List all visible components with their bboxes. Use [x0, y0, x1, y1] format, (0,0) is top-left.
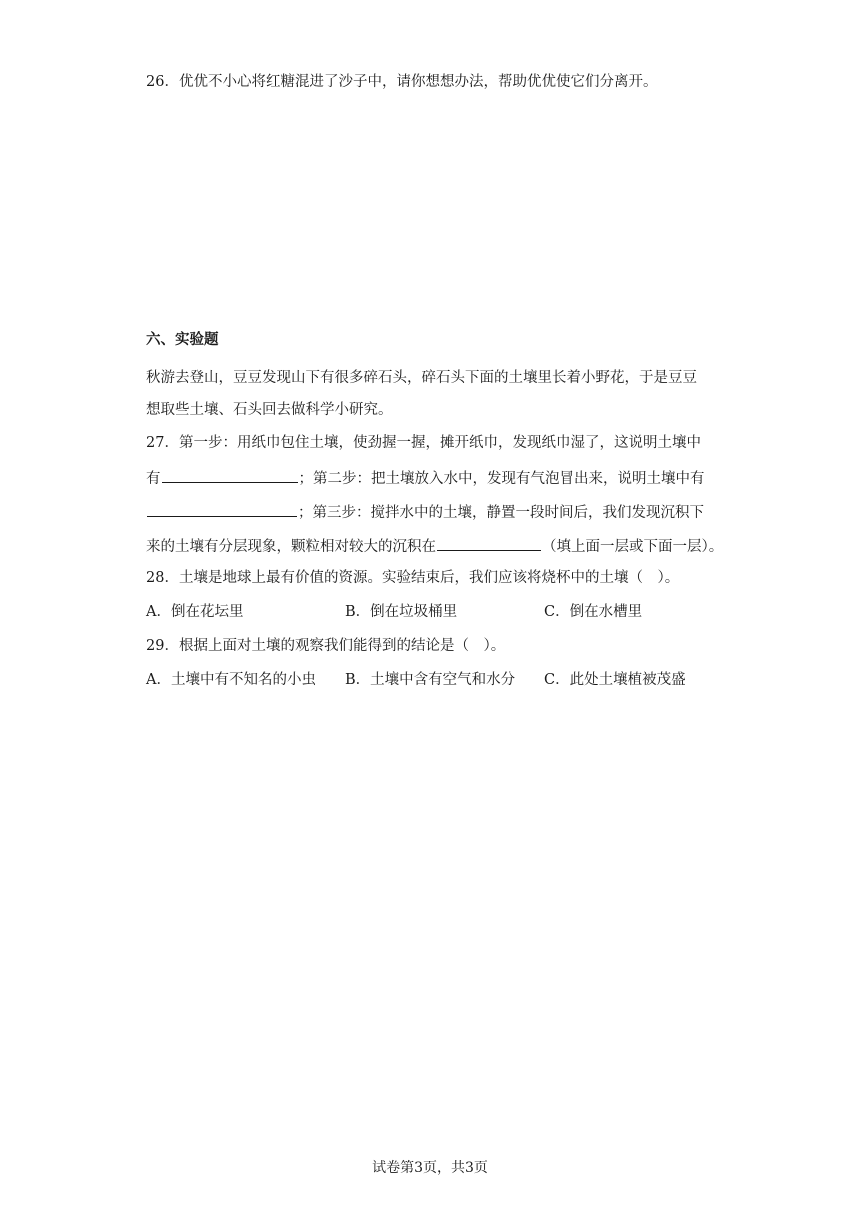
q29-stem: 29．根据上面对土壤的观察我们能得到的结论是（ ）。: [146, 638, 506, 654]
q26-text: 26．优优不小心将红糖混进了沙子中，请你想想办法，帮助优优使它们分离开。: [146, 74, 658, 90]
q28-option-a[interactable]: A．倒在花坛里: [146, 604, 244, 620]
answer-blank-2[interactable]: [147, 501, 297, 517]
q29-option-a[interactable]: A．土壤中有不知名的小虫: [146, 672, 316, 688]
answer-blank-1[interactable]: [162, 467, 298, 483]
section-intro-line-1: 秋游去登山，豆豆发现山下有很多碎石头，碎石头下面的土壤里长着小野花，于是豆豆: [146, 370, 697, 386]
q27-line-4: [146, 535, 723, 557]
section-heading: 六、实验题: [146, 332, 219, 348]
q28-option-b[interactable]: B．倒在垃圾桶里: [345, 604, 458, 620]
q27-line-2: [146, 467, 705, 489]
q27-line-4-text-b: （填上面一层或下面一层）。: [542, 539, 724, 555]
q27-line-2-text-b: ；第二步：把土壤放入水中，发现有气泡冒出来，说明土壤中有: [298, 471, 705, 487]
q27-line-4-text-a: 来的土壤有分层现象，颗粒相对较大的沉积在: [146, 539, 436, 555]
q28-option-c[interactable]: C．倒在水槽里: [544, 604, 643, 620]
q29-option-c[interactable]: C．此处土壤植被茂盛: [544, 672, 686, 688]
q29-option-b[interactable]: B．土壤中含有空气和水分: [345, 672, 516, 688]
q27-line-2-text-a: 有: [146, 471, 161, 487]
q27-line-1: 27．第一步：用纸巾包住土壤，使劲握一握，摊开纸巾，发现纸巾湿了，这说明土壤中: [146, 435, 701, 451]
q27-line-3: [146, 501, 704, 523]
page-footer: 试卷第3页，共3页: [372, 1160, 488, 1176]
q27-line-3-text-b: ；第三步：搅拌水中的土壤，静置一段时间后，我们发现沉积下: [298, 505, 704, 521]
answer-blank-3[interactable]: [437, 535, 541, 551]
q28-stem: 28．土壤是地球上最有价值的资源。实验结束后，我们应该将烧杯中的土壤（ ）。: [146, 570, 680, 586]
section-intro-line-2: 想取些土壤、石头回去做科学小研究。: [146, 402, 393, 418]
